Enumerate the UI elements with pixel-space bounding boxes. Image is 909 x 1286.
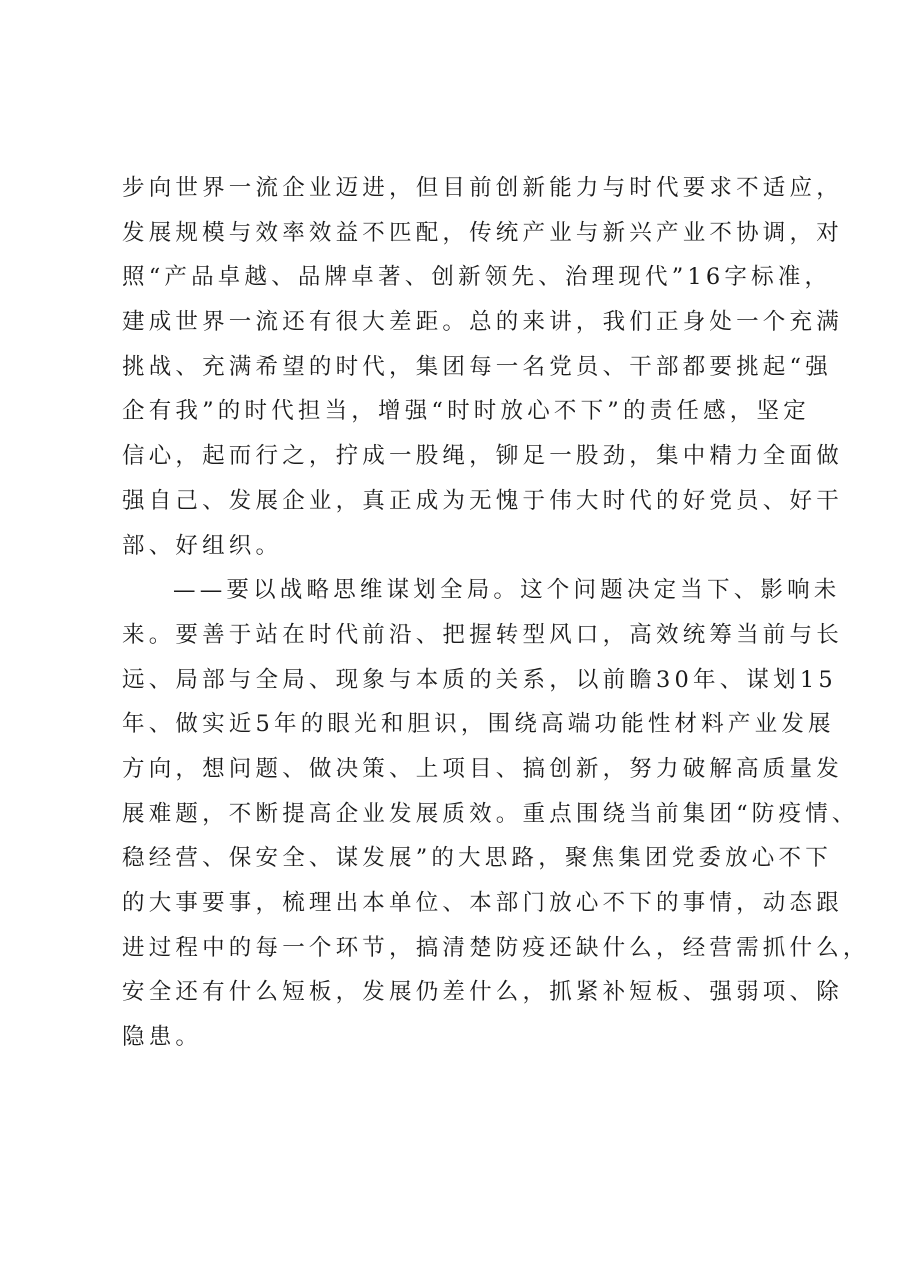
paragraph-1-line: 照“产品卓越、品牌卓著、创新领先、治理现代”16字标准，: [122, 264, 832, 291]
paragraph-1-line: 部、好组织。: [122, 532, 283, 559]
paragraph-2-line: 隐患。: [122, 1024, 203, 1051]
document-body: [122, 166, 870, 1060]
paragraph-2-line: 远、局部与全局、现象与本质的关系，以前瞻30年、谋划15: [122, 666, 837, 693]
paragraph-1-line: 挑战、充满希望的时代，集团每一名党员、干部都要挑起“强: [122, 353, 832, 380]
paragraph-2-line: 方向，想问题、做决策、上项目、搞创新，努力破解高质量发: [122, 755, 843, 782]
paragraph-2: [122, 568, 870, 1060]
paragraph-1-line: 步向世界一流企业迈进，但目前创新能力与时代要求不适应，: [122, 175, 843, 201]
paragraph-2-line: 年、做实近5年的眼光和胆识，围绕高端功能性材料产业发展: [122, 711, 835, 738]
paragraph-2-line: 来。要善于站在时代前沿、把握转型风口，高效统筹当前与长: [122, 621, 843, 648]
paragraph-1: [122, 166, 843, 568]
paragraph-1-line: 建成世界一流还有很大差距。总的来讲，我们正身处一个充满: [122, 309, 843, 336]
paragraph-1-line: 信心，起而行之，拧成一股绳，铆足一股劲，集中精力全面做: [122, 443, 843, 470]
paragraph-1-line: 企有我”的时代担当，增强“时时放心不下”的责任感，坚定: [122, 398, 810, 425]
paragraph-2-line: 进过程中的每一个环节，搞清楚防疫还缺什么，经营需抓什么，: [122, 934, 870, 961]
paragraph-1-line: 强自己、发展企业，真正成为无愧于伟大时代的好党员、好干: [122, 487, 843, 514]
paragraph-2-line: 安全还有什么短板，发展仍差什么，抓紧补短板、强弱项、除: [122, 979, 843, 1006]
paragraph-2-line: 稳经营、保安全、谋发展”的大思路，聚焦集团党委放心不下: [122, 845, 832, 872]
paragraph-2-line: 展难题，不断提高企业发展质效。重点围绕当前集团“防疫情、: [122, 800, 859, 827]
paragraph-1-line: 发展规模与效率效益不匹配，传统产业与新兴产业不协调，对: [122, 219, 843, 246]
paragraph-2-line: ——要以战略思维谋划全局。这个问题决定当下、影响未: [173, 577, 841, 604]
paragraph-2-line: 的大事要事，梳理出本单位、本部门放心不下的事情，动态跟: [122, 890, 843, 916]
